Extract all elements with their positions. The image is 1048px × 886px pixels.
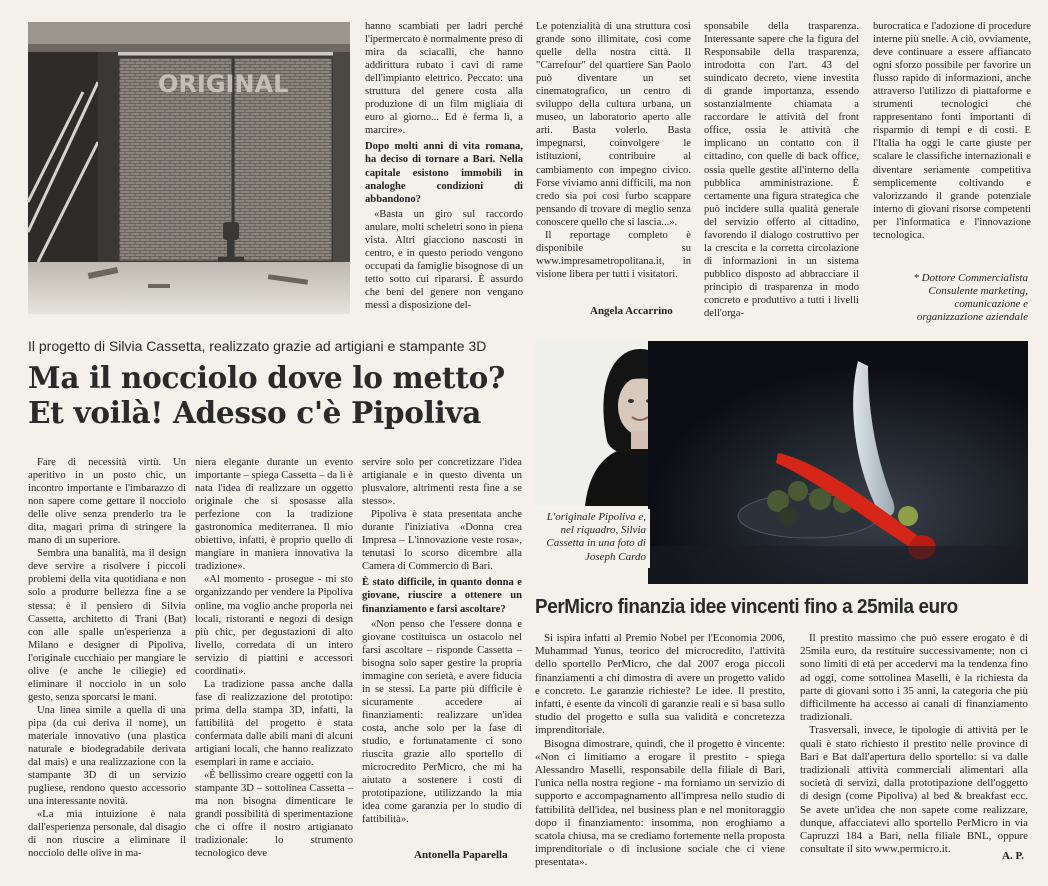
pipoliva-col3 xyxy=(362,456,522,851)
signature-ap: A. P. xyxy=(1002,850,1024,862)
permicro-col2-para: Il prestito massimo che può essere erogato è di 25mila euro, da restituire successivamente; non ci sono limiti di età per accedervi ma la tendenza fino ad oggi, come sottolinea Maselli, è la richiesta da parte di giovani sotto i 35 anni, la categoria che più difficilmente ha accesso ai canali di finanziamento tradizionali. xyxy=(800,632,1028,724)
pipoliva-col3-para: Pipoliva è stata presentata anche durante l'iniziativa «Donna crea Impresa – L'innovazione veste rosa», tenutasi lo scorso dicembre alla Camera di Commercio di Bari. xyxy=(362,509,522,573)
pipoliva-col1-para: Fare di necessità virtù. Un aperitivo in un posto chic, un incontro importante e l'imbarazzo di non sapere come gettare il nocciolo delle olive senza prenderlo tra le dita, magari prima di stringere la mano di un superiore. xyxy=(28,457,186,547)
pipoliva-col3-para: servire solo per concretizzare l'idea artigianale e in questo diventa un plusvalore, altrimenti resta fine a se stesso». xyxy=(362,457,522,508)
top-col3-para1: sponsabile della trasparenza. Interessante sapere che la figura del Responsabile della trasparenza, introdotta con l'art. 43 del suindicato decreto, viene investita di grande importanza, essendo sostanzialmente chiamata a raccordare le attività del front office, ossia le attività che implicano un contatto con il cittadino, con quelle di back office, ossia quelle gestite all'interno della pubblica amministrazione. È certamente una figura strategica che può incidere sulla qualità generale del servizio offerto al cittadino, favorendo il dialogo costruttivo per la crescita e la corretta circolazione di informazioni in un sistema pubblico disposto ad abbracciare il principio di trasparenza in modo concreto e produttivo a tutti i livelli dell'orga- xyxy=(704,21,859,320)
pipoliva-headline xyxy=(28,360,533,430)
permicro-col1-para: Bisogna dimostrare, quindi, che il progetto è vincente: «Non ci limitiamo a erogare il prestito - spiega Alessandro Maselli, responsabile della filiale di Bari, l'unica nella nostra regione - ma forniamo un servizio di supporto e accompagnamento all'impresa nello studio di fattibilità dell'idea, nel business plan e nel monitoraggio dopo il finanziamento: insomma, non eroghiamo a scatola chiusa, ma se crediamo fortemente nella proposta imprenditoriale o di inclusione sociale che ci viene presentata». xyxy=(535,737,785,869)
top-article-col4 xyxy=(873,20,1031,290)
pipoliva-col2-para: «È bellissimo creare oggetti con la stampante 3D – sottolinea Cassetta – ma non bisogna dimenticare le grandi possibilità di sperimentazione che ci offre il nostro artigianato tradizionale: lo strumento tecnologico deve xyxy=(195,770,353,860)
top-article-col2 xyxy=(536,20,691,320)
top-col1-para2: «Basta un giro sul raccordo anulare, molti scheletri sono in piena vista. Altri giacciono nascosti in centro, e in questo periodo vengono occupati da famiglie bisognose di un tetto sotto cui ripararsi. È assurdo che beni del genere non vengano messi a disposizione del- xyxy=(365,208,523,311)
permicro-col2 xyxy=(800,632,1028,856)
signature-accarrino: Angela Accarrino xyxy=(590,305,673,317)
signature-paparella: Antonella Paparella xyxy=(414,849,508,861)
permicro-col2-para: Trasversali, invece, le tipologie di attività per le quali è stato richiesto il prestito nelle province di Bari e Bat dall'apertura dello sportello: si va dalle tradizionali attività commerciali alimentari alla società di servizi, dalla prototipazione dell'oggetto di design (come Pipoliva) al bed & breakfast ecc. Se avete un'idea che non sapete come realizzare, dunque, affacciatevi allo sportello PerMicro in via Capruzzi 184 a Bari, nella filiale BNL, oppure consultate il sito www.permicro.it. xyxy=(800,724,1028,856)
permicro-col1-para: Si ispira infatti al Premio Nobel per l'Economia 2006, Muhammad Yunus, teorico del microcredito, l'attività dello sportello PerMicro, che dal 2007 eroga piccoli finanziamenti a chi dimostra di avere un progetto valido e concreto. Le garanzie richieste? Le idee. Il prestito, infatti, è esente da vincoli di garanzie reali e si basa sullo studio del progetto e sulla sua validità e concretezza imprenditoriale. xyxy=(535,632,785,737)
author-note: * Dottore Commercialista Consulente marketing, comunicazione e organizzazione aziendale xyxy=(913,272,1028,323)
pipoliva-headline-line1: Ma il nocciolo dove lo metto? xyxy=(28,360,505,395)
top-col4-para1: burocratica e l'adozione di procedure interne più snelle. A ciò, ovviamente, deve continuare a essere affiancato ogni sforzo possibile per favorire un flusso rapido di informazioni, anche attraverso l'utilizzo di piattaforme e strumenti tecnologici che rappresentano fonti importanti di risparmio di tempi e di costi. E l'Italia ha oggi le carte giuste per scalare le classifiche internazionali e diventare seriamente competitiva semplicemente coltivando e valorizzando il grande potenziale interno di giovani risorse competenti per l'informatica e l'innovazione tecnologica. xyxy=(873,21,1031,241)
top-col1-para: hanno scambiati per ladri perché l'ipermercato è normalmente preso di mira da sciacalli, che hanno addirittura rubato i cavi di rame dell'impianto elettrico. Peccato: una struttura del genere costa alla produzione di un film migliaia di euro al giorno... Ed è ferma lì, a marcire». xyxy=(365,21,523,137)
pipoliva-col2 xyxy=(195,456,353,876)
pipoliva-col1-para: «La mia intuizione è nata dall'esperienza personale, dal disagio di non riuscire a eliminare il nocciolo delle olive in ma- xyxy=(28,809,186,860)
top-article-col3 xyxy=(704,20,859,320)
pipoliva-object-photo xyxy=(648,341,1028,584)
pipoliva-col1 xyxy=(28,456,186,876)
photo-caption: L'originale Pipoliva e, nel riquadro, Silvia Cassetta in una foto di Joseph Cardo xyxy=(540,509,650,568)
pipoliva-question: È stato difficile, in quanto donna e giovane, riuscire a ottenere un finanziamento e farsi ascoltare? xyxy=(362,577,522,615)
top-col2-para2: Il reportage completo è disponibile su www.impresametropolitana.it, in visione libera per tutti i visitatori. xyxy=(536,229,691,280)
pipoliva-col2-para: niera elegante durante un evento importante – spiega Cassetta – da lì è nata l'idea di realizzare un oggetto originale che si sposasse alla perfezione con la tradizione gastronomica mediterranea. Il mio obiettivo, infatti, è proprio quello di mangiare in maniera innovativa la tradizione». xyxy=(195,457,353,573)
top-article-col1 xyxy=(365,20,523,315)
pipoliva-kicker: Il progetto di Silvia Cassetta, realizzato grazie ad artigiani e stampante 3D xyxy=(28,338,487,354)
original-sign: ORIGINAL xyxy=(158,70,289,98)
pipoliva-col3-para: «Non penso che l'essere donna e giovane costituisca un ostacolo nel farsi ascoltare – risponde Cassetta – bisogna solo saper gestire la propria immagine con serietà, e avere fiducia in se stessi. La parte più difficile è sicuramente accedere ai finanziamenti: realizzare un'idea costa, anche solo per la fase di studio, e fortunatamente ci sono riuscita grazie allo sportello di microcredito PerMicro, che mi ha aiutato a sostenere i costi di prototipazione, utilizzando la mia idea come garanzia per lo studio di fattibilità». xyxy=(362,618,522,826)
pipoliva-col2-para: «Al momento - prosegue - mi sto organizzando per vendere la Pipoliva online, ma voglio anche proporla nei locali, ristoranti e negozi di design più chic, per degustazioni di alto livello, corredata di un intero servizio di piattini e accessori coordinati». xyxy=(195,574,353,677)
permicro-col1 xyxy=(535,632,785,872)
pipoliva-col2-para: La tradizione passa anche dalla fase di realizzazione del prototipo: prima della stampa 3D, infatti, la fattibilità del progetto è stata confermata dalle abili mani di alcuni artigiani locali, che hanno realizzato esemplari in rame e acciaio. xyxy=(195,678,353,769)
top-col2-para1: Le potenzialità di una struttura così grande sono illimitate, così come quelle della nostra città. Il "Carrefour" del quartiere San Paolo può diventare un set cinematografico, un centro di sviluppo della cultura urbana, un museo, un laboratorio aperto alle arti. Basta volerlo. Basta impegnarsi, coinvolgere le istituzioni, contribuire al cambiamento con impegno civico. Forse viviamo anni difficili, ma non credo sia poi così furbo scappare pensando di trovare di meglio senza conoscere quello che si lascia...». xyxy=(536,21,691,228)
pipoliva-headline-line2: Et voilà! Adesso c'è Pipoliva xyxy=(28,395,482,430)
pipoliva-col1-para: Sembra una banalità, ma il design deve servire a risolvere i piccoli problemi della vita quotidiana e non solo a produrre bellezza fine a se stessa: è il pensiero di Silvia Cassetta, architetto di Trani (Bat) con alle spalle un'esperienza a Milano e designer di Pipoliva, l'originale cucchiaio per mangiare le olive (e anche le ciliegie) ed eliminare il nocciolo in un solo gesto, senza sporcarsi le mani. xyxy=(28,548,186,703)
permicro-headline: PerMicro finanzia idee vincenti fino a 25mila euro xyxy=(535,595,958,618)
interview-question: Dopo molti anni di vita romana, ha deciso di tornare a Bari. Nella capitale esistono immobili in analoghe condizioni di abbandono? xyxy=(365,141,523,205)
abandoned-building-photo xyxy=(28,22,350,314)
pipoliva-col1-para: Una linea simile a quella di una pipa (da cui deriva il nome), un materiale innovativo (una plastica naturale e biodegradabile derivata dal mais) e una realizzazione con la stampante 3D di un servizio pugliese, rendono questo accessorio una interessante novità. xyxy=(28,704,186,808)
